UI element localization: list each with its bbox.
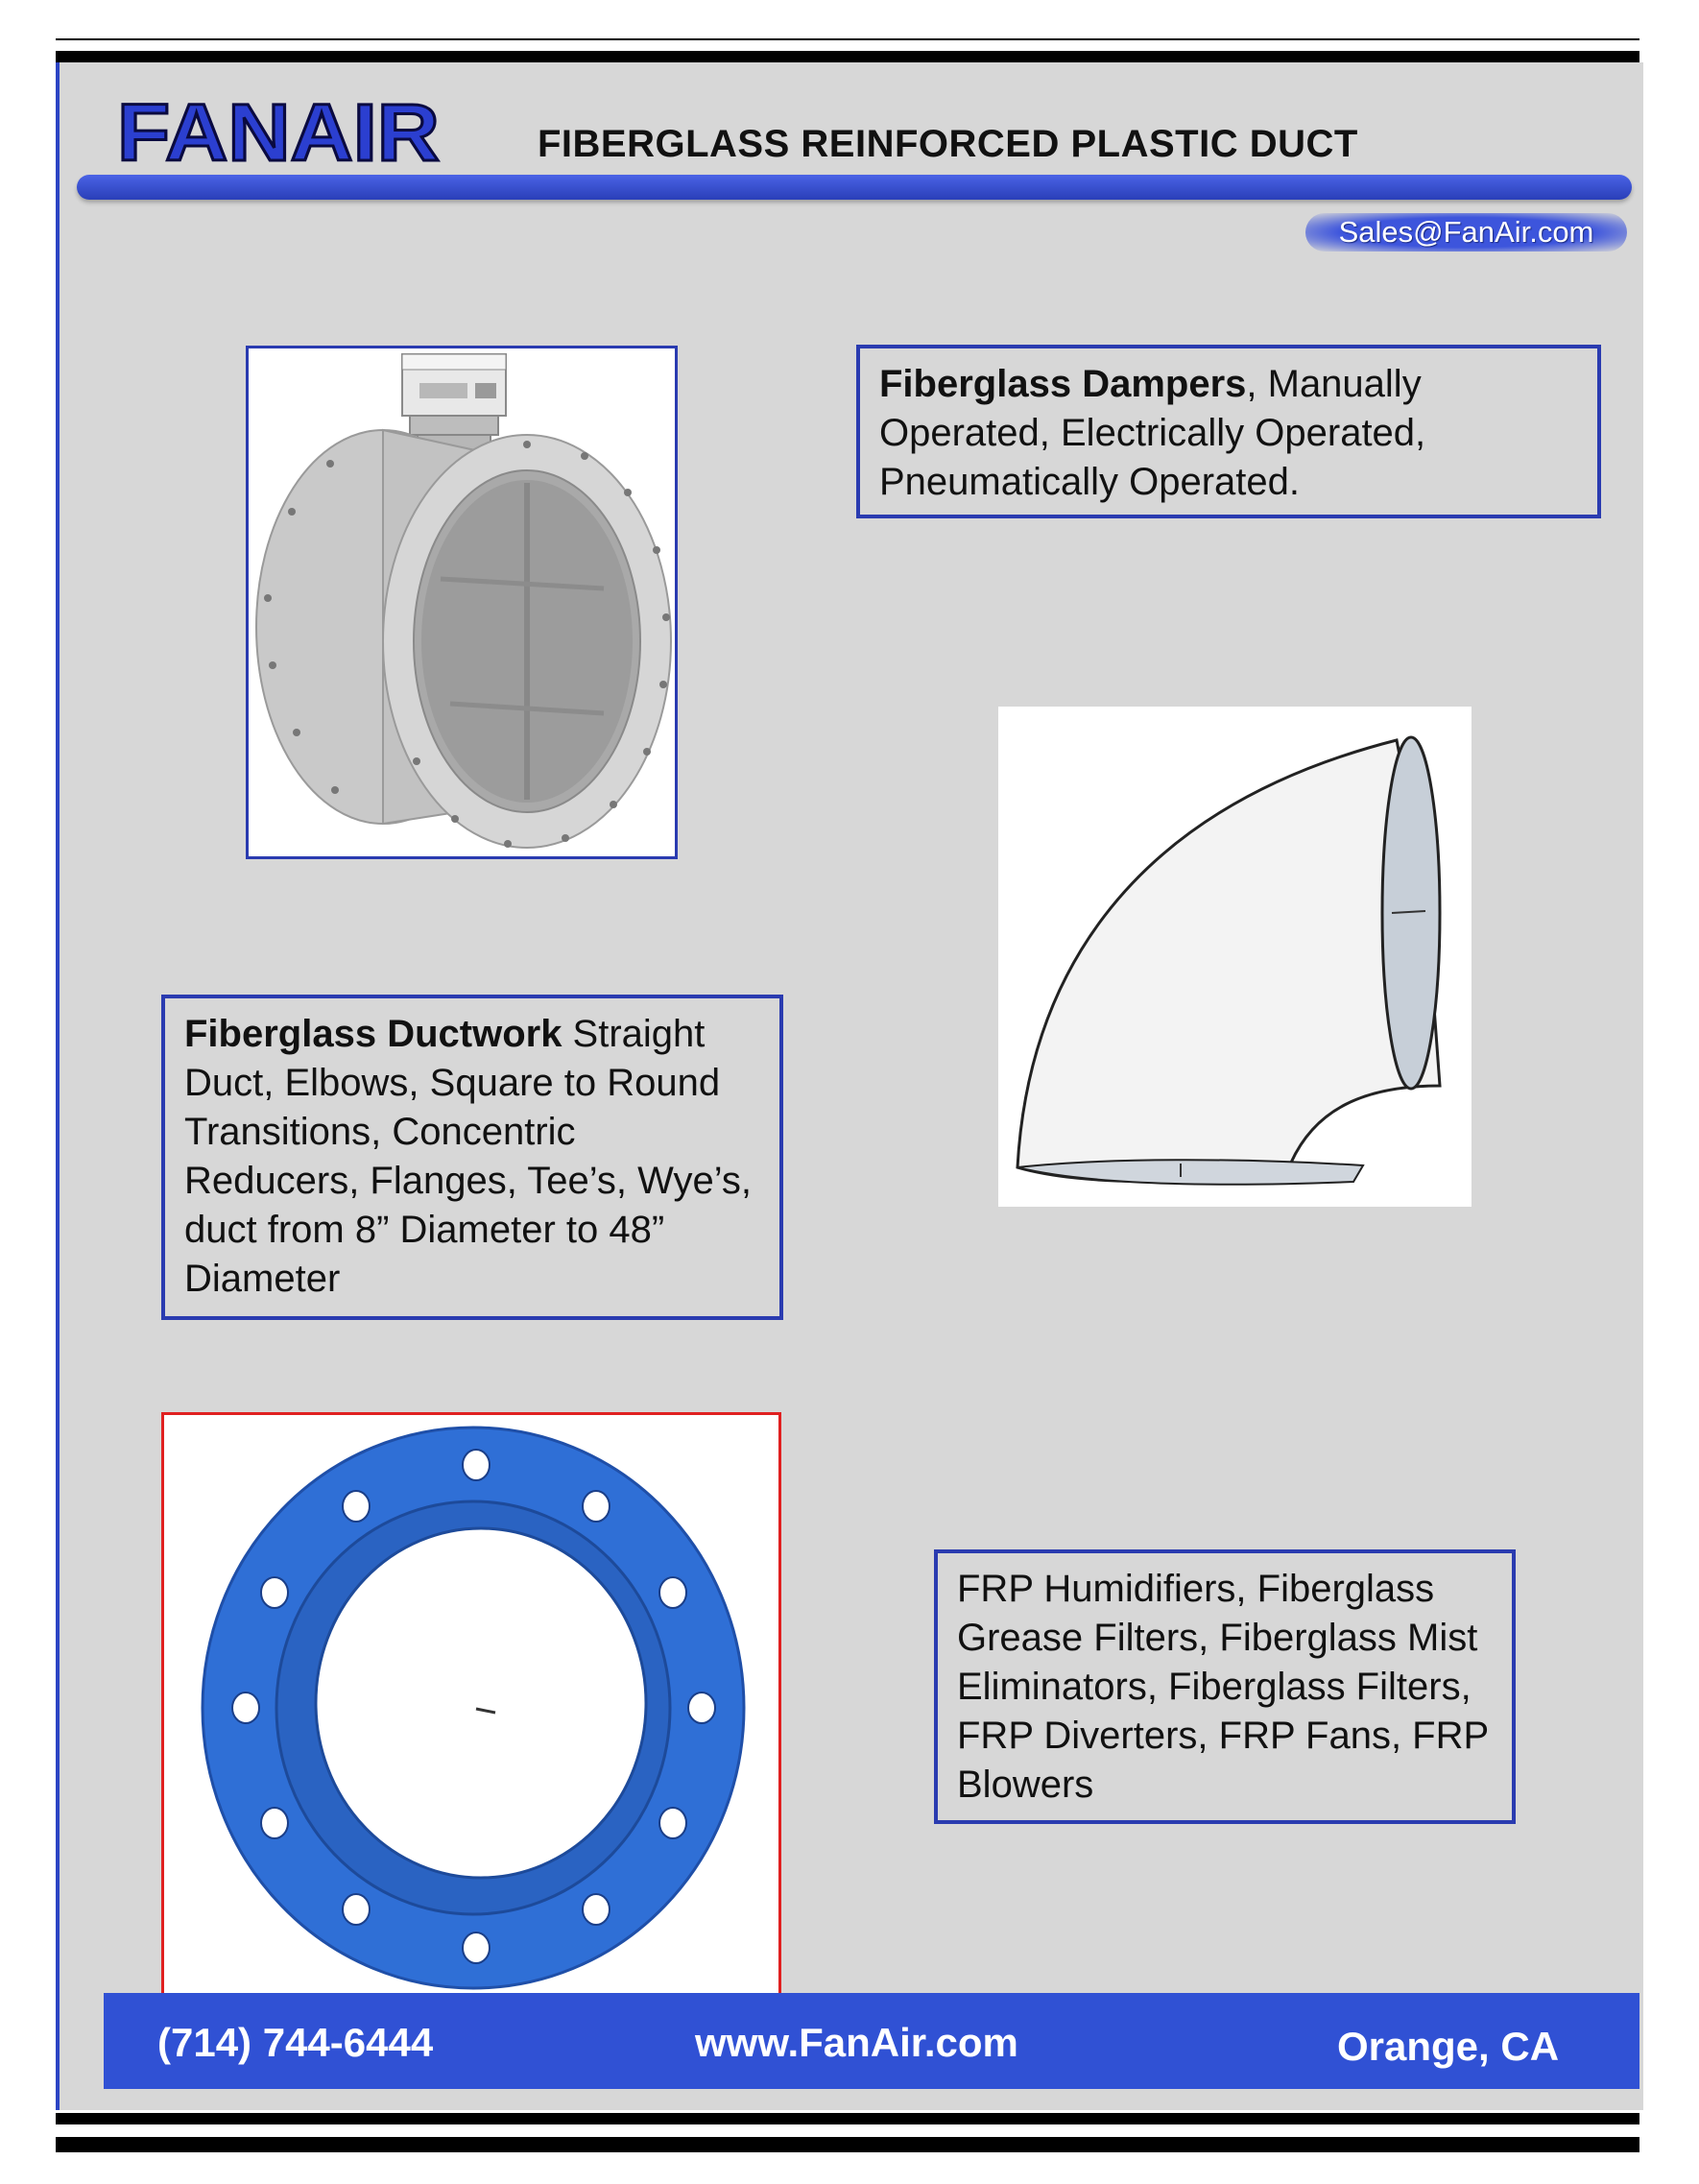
dampers-description xyxy=(856,345,1601,518)
frp-text: FRP Humidifiers, Fiberglass Grease Filters, Fiberglass Mist Eliminators, Fiberglass Filters, FRP Diverters, FRP Fans, FRP Blowers xyxy=(957,1568,1489,1806)
top-rule-thin xyxy=(56,38,1639,40)
footer-website[interactable]: www.FanAir.com xyxy=(695,2020,1018,2065)
elbow-graphic xyxy=(998,707,1472,1207)
top-rule-thick xyxy=(56,51,1639,62)
email-badge[interactable] xyxy=(1305,213,1627,252)
ductwork-heading: Fiberglass Ductwork xyxy=(184,1013,562,1055)
footer-bar xyxy=(104,1993,1639,2089)
damper-graphic xyxy=(249,348,675,856)
ductwork-description xyxy=(161,995,783,1320)
fanair-logo xyxy=(113,91,444,173)
frp-description xyxy=(934,1549,1516,1824)
email-link[interactable]: Sales@FanAir.com xyxy=(1338,215,1594,249)
footer-location: Orange, CA xyxy=(1337,2024,1560,2069)
flange-image xyxy=(161,1412,781,2008)
header-bar xyxy=(77,175,1632,200)
page-title: FIBERGLASS REINFORCED PLASTIC DUCT xyxy=(538,123,1358,165)
logo-text: FANAIR xyxy=(117,91,440,173)
damper-image xyxy=(246,346,678,859)
dampers-heading: Fiberglass Dampers xyxy=(879,363,1247,405)
ductwork-text: Straight Duct, Elbows, Square to Round Transitions, Concentric Reducers, Flanges, Tee’s, Wye’s, duct from 8” Diameter to 48” Diameter xyxy=(184,1013,753,1300)
bottom-rule-thick xyxy=(56,2113,1639,2124)
elbow-image xyxy=(998,707,1472,1207)
flange-graphic xyxy=(164,1415,778,2005)
dampers-text: , Manually Operated, Electrically Operated, Pneumatically Operated. xyxy=(879,363,1426,503)
footer-phone[interactable]: (714) 744-6444 xyxy=(157,2020,434,2065)
bottom-rule-thin xyxy=(56,2137,1639,2152)
